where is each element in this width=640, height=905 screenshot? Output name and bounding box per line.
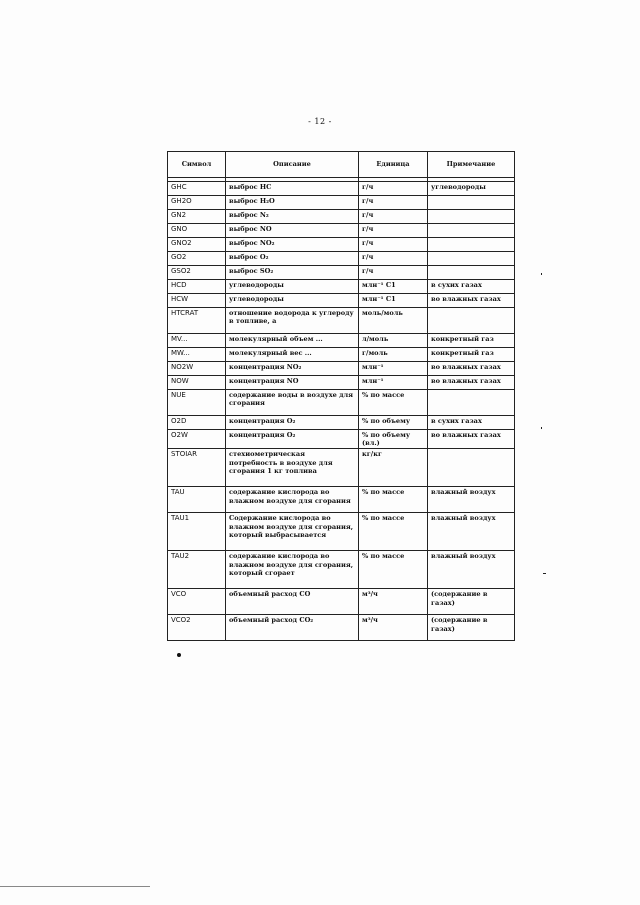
- table-row: [168, 294, 515, 308]
- cell-symbol: MW...: [168, 348, 226, 362]
- cell-description: выброс NO: [226, 224, 359, 238]
- table-row: [168, 334, 515, 348]
- cell-unit: г/ч: [359, 266, 428, 280]
- cell-note: [428, 390, 515, 416]
- cell-description: молекулярный объем ...: [226, 334, 359, 348]
- cell-unit: моль/моль: [359, 308, 428, 334]
- cell-symbol: GH2O: [168, 196, 226, 210]
- cell-note: во влажных газах: [428, 376, 515, 390]
- cell-symbol: STOIAR: [168, 449, 226, 487]
- cell-note: конкретный газ: [428, 348, 515, 362]
- table-row: [168, 252, 515, 266]
- header-unit: Единица: [359, 152, 428, 178]
- cell-description: содержание кислорода во влажном воздухе для сгорания: [226, 487, 359, 513]
- table-row: [168, 430, 515, 449]
- cell-description: содержание воды в воздухе для сгорания: [226, 390, 359, 416]
- cell-unit: г/ч: [359, 224, 428, 238]
- cell-symbol: TAU1: [168, 513, 226, 551]
- cell-unit: % по массе: [359, 390, 428, 416]
- cell-unit: м³/ч: [359, 615, 428, 641]
- table-row: [168, 615, 515, 641]
- cell-unit: г/ч: [359, 196, 428, 210]
- cell-unit: кг/кг: [359, 449, 428, 487]
- table-row: [168, 266, 515, 280]
- cell-description: выброс SO₂: [226, 266, 359, 280]
- table-row: [168, 308, 515, 334]
- cell-symbol: GNO2: [168, 238, 226, 252]
- cell-note: [428, 449, 515, 487]
- table-row: [168, 487, 515, 513]
- cell-unit: м³/ч: [359, 589, 428, 615]
- table-row: [168, 348, 515, 362]
- cell-symbol: GHC: [168, 182, 226, 196]
- table-row: [168, 589, 515, 615]
- cell-description: молекулярный вес ...: [226, 348, 359, 362]
- cell-description: выброс H₂O: [226, 196, 359, 210]
- cell-note: [428, 196, 515, 210]
- cell-note: [428, 224, 515, 238]
- table-row: [168, 416, 515, 430]
- cell-description: содержание кислорода во влажном воздухе для сгорания, который сгорает: [226, 551, 359, 589]
- cell-symbol: GSO2: [168, 266, 226, 280]
- cell-symbol: VCO: [168, 589, 226, 615]
- table-row: [168, 280, 515, 294]
- cell-symbol: NUE: [168, 390, 226, 416]
- cell-note: в сухих газах: [428, 416, 515, 430]
- cell-symbol: HCW: [168, 294, 226, 308]
- page-number: - 12 -: [308, 117, 332, 126]
- cell-note: [428, 308, 515, 334]
- cell-note: [428, 252, 515, 266]
- cell-unit: % по объему (вл.): [359, 430, 428, 449]
- cell-description: объемный расход CO: [226, 589, 359, 615]
- cell-unit: % по массе: [359, 487, 428, 513]
- cell-description: выброс O₂: [226, 252, 359, 266]
- cell-note: влажный воздух: [428, 487, 515, 513]
- cell-note: [428, 238, 515, 252]
- cell-unit: л/моль: [359, 334, 428, 348]
- cell-symbol: NO2W: [168, 362, 226, 376]
- cell-unit: % по объему: [359, 416, 428, 430]
- cell-unit: г/моль: [359, 348, 428, 362]
- cell-note: [428, 210, 515, 224]
- cell-note: (содержание в газах): [428, 615, 515, 641]
- scan-edge-line: [0, 886, 150, 887]
- cell-unit: г/ч: [359, 252, 428, 266]
- table-row: [168, 513, 515, 551]
- cell-unit: млн⁻¹ C1: [359, 280, 428, 294]
- table-row: [168, 210, 515, 224]
- cell-note: [428, 266, 515, 280]
- bullet-mark: [177, 653, 181, 657]
- margin-mark: [541, 273, 542, 275]
- table-row: [168, 551, 515, 589]
- cell-unit: г/ч: [359, 210, 428, 224]
- cell-note: влажный воздух: [428, 513, 515, 551]
- table-row: [168, 196, 515, 210]
- cell-unit: г/ч: [359, 238, 428, 252]
- cell-description: концентрация O₂: [226, 416, 359, 430]
- cell-symbol: TAU2: [168, 551, 226, 589]
- cell-unit: млн⁻¹ C1: [359, 294, 428, 308]
- margin-mark: [541, 427, 542, 429]
- cell-symbol: MV...: [168, 334, 226, 348]
- cell-note: во влажных газах: [428, 294, 515, 308]
- cell-symbol: HTCRAT: [168, 308, 226, 334]
- cell-unit: % по массе: [359, 513, 428, 551]
- cell-description: объемный расход CO₂: [226, 615, 359, 641]
- table-row: [168, 238, 515, 252]
- cell-symbol: VCO2: [168, 615, 226, 641]
- cell-note: (содержание в газах): [428, 589, 515, 615]
- cell-symbol: HCD: [168, 280, 226, 294]
- cell-description: выброс HC: [226, 182, 359, 196]
- cell-description: выброс NO₂: [226, 238, 359, 252]
- cell-description: концентрация NO: [226, 376, 359, 390]
- cell-unit: млн⁻¹: [359, 376, 428, 390]
- cell-symbol: O2W: [168, 430, 226, 449]
- cell-note: углеводороды: [428, 182, 515, 196]
- header-note: Примечание: [428, 152, 515, 178]
- table-row: [168, 182, 515, 196]
- table-row: [168, 224, 515, 238]
- cell-note: во влажных газах: [428, 430, 515, 449]
- cell-note: в сухих газах: [428, 280, 515, 294]
- cell-note: влажный воздух: [428, 551, 515, 589]
- cell-unit: г/ч: [359, 182, 428, 196]
- cell-symbol: GN2: [168, 210, 226, 224]
- cell-symbol: NOW: [168, 376, 226, 390]
- cell-description: отношение водорода к углероду в топливе, а: [226, 308, 359, 334]
- symbols-table: [167, 151, 515, 641]
- cell-note: конкретный газ: [428, 334, 515, 348]
- cell-description: концентрация O₂: [226, 430, 359, 449]
- table-row: [168, 376, 515, 390]
- table-row: [168, 362, 515, 376]
- cell-symbol: GNO: [168, 224, 226, 238]
- header-symbol: Символ: [168, 152, 226, 178]
- cell-unit: млн⁻¹: [359, 362, 428, 376]
- table-header-row: [168, 152, 515, 178]
- header-description: Описание: [226, 152, 359, 178]
- cell-note: во влажных газах: [428, 362, 515, 376]
- table-row: [168, 390, 515, 416]
- cell-description: стехиометрическая потребность в воздухе для сгорания 1 кг топлива: [226, 449, 359, 487]
- margin-mark: [543, 573, 546, 574]
- table-row: [168, 449, 515, 487]
- cell-symbol: GO2: [168, 252, 226, 266]
- table-body: [168, 178, 515, 641]
- cell-description: Содержание кислорода во влажном воздухе для сгорания, который выбрасывается: [226, 513, 359, 551]
- cell-description: углеводороды: [226, 294, 359, 308]
- cell-unit: % по массе: [359, 551, 428, 589]
- cell-description: концентрация NO₂: [226, 362, 359, 376]
- cell-description: углеводороды: [226, 280, 359, 294]
- cell-symbol: O2D: [168, 416, 226, 430]
- cell-description: выброс N₂: [226, 210, 359, 224]
- cell-symbol: TAU: [168, 487, 226, 513]
